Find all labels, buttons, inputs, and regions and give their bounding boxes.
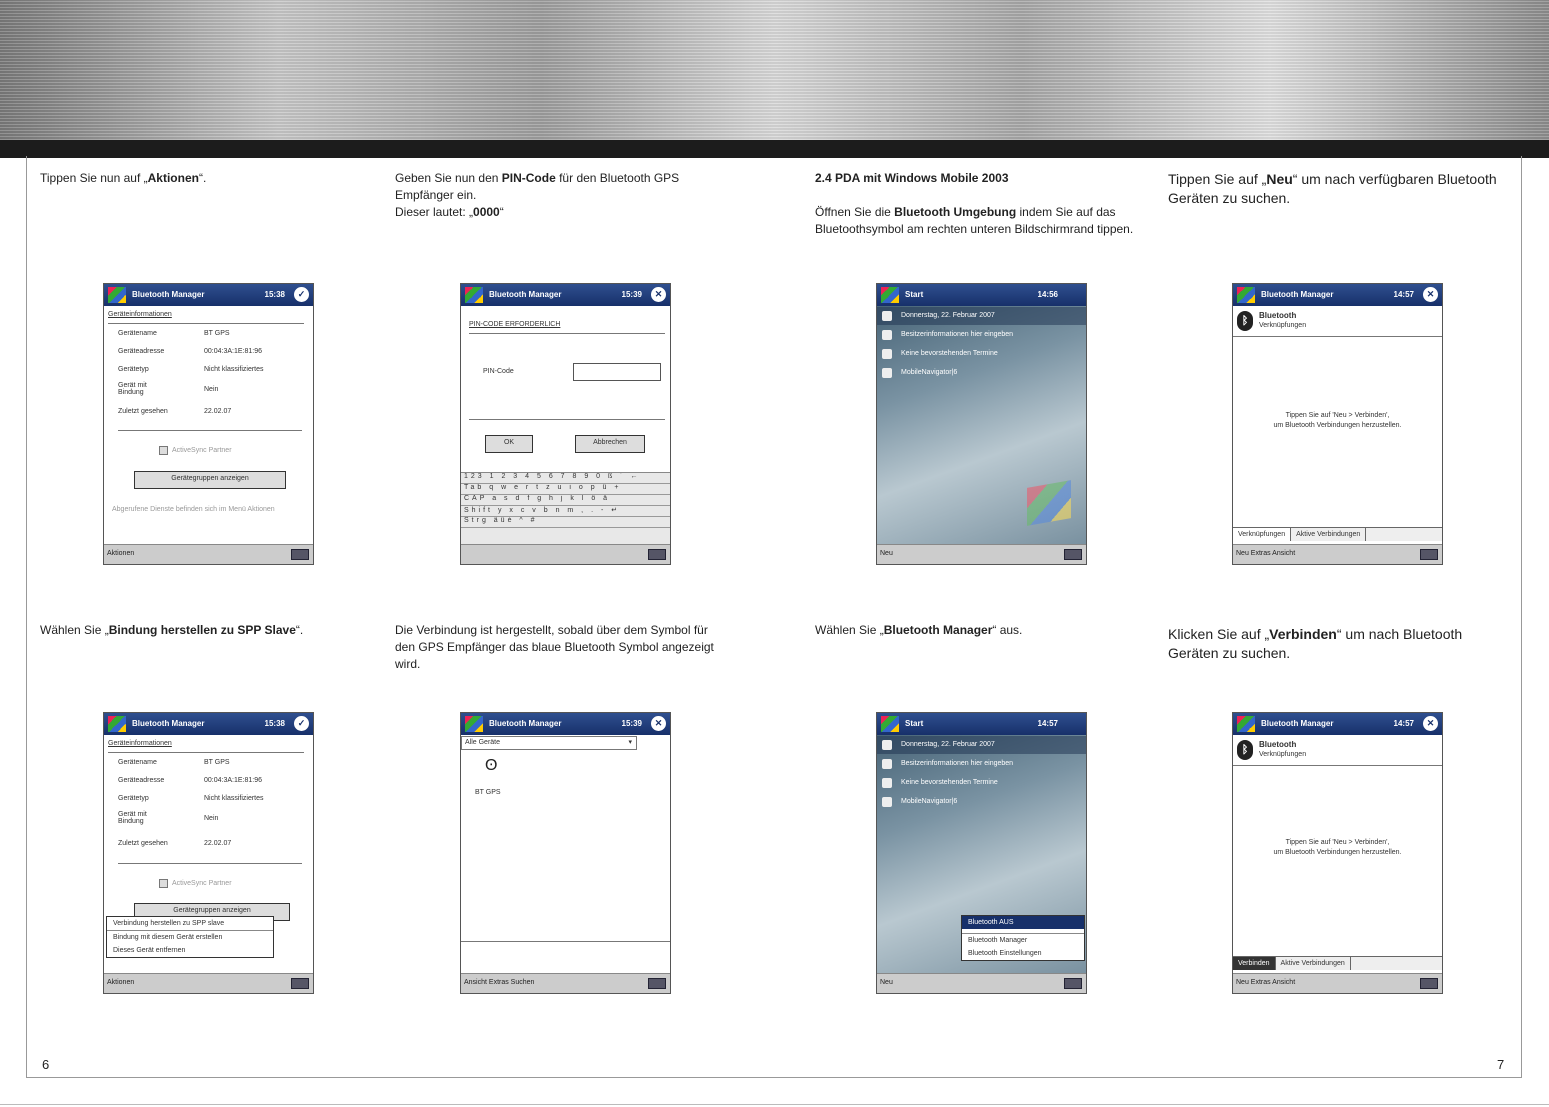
bluetooth-tray-icon[interactable] bbox=[1064, 978, 1082, 989]
keyboard-icon[interactable] bbox=[1420, 978, 1438, 989]
start-flag-icon[interactable] bbox=[108, 716, 126, 732]
instruction-4: Tippen Sie auf „Neu“ um nach verfügbaren Bluetooth Geräten zu suchen. bbox=[1168, 171, 1497, 206]
section-label: Geräteinformationen bbox=[108, 311, 172, 318]
owner-icon bbox=[882, 759, 892, 769]
menu-bar bbox=[1233, 973, 1442, 993]
keyboard-icon[interactable] bbox=[648, 978, 666, 989]
menu-items[interactable]: Ansicht Extras Suchen bbox=[464, 979, 535, 986]
page-number-right: 7 bbox=[1497, 1057, 1505, 1072]
device-bluetooth-icon[interactable]: ʘ bbox=[485, 757, 498, 774]
close-icon[interactable]: ✕ bbox=[651, 287, 666, 302]
bluetooth-icon: ᛒ bbox=[1237, 740, 1253, 760]
tab-connect[interactable]: Verbinden bbox=[1233, 957, 1276, 970]
menu-bar bbox=[461, 973, 670, 993]
section-heading: 2.4 PDA mit Windows Mobile 2003 bbox=[815, 171, 1009, 185]
start-flag-icon[interactable] bbox=[1237, 287, 1255, 303]
title-bar: Start 14:57 bbox=[877, 713, 1086, 735]
start-flag-icon[interactable] bbox=[465, 716, 483, 732]
title-bar: Bluetooth Manager 14:57 ✕ bbox=[1233, 713, 1442, 735]
title-bar: Bluetooth Manager 14:57 ✕ bbox=[1233, 284, 1442, 306]
clock-icon bbox=[882, 740, 892, 750]
instruction-5: Wählen Sie „Bindung herstellen zu SPP Slave“. bbox=[40, 623, 304, 637]
groups-button[interactable]: Gerätegruppen anzeigen bbox=[134, 471, 286, 489]
keyboard-icon[interactable] bbox=[1420, 549, 1438, 560]
windows-logo bbox=[1027, 480, 1071, 526]
menu-bar bbox=[104, 544, 313, 564]
owner-icon bbox=[882, 330, 892, 340]
filter-dropdown[interactable]: Alle Geräte ▾ bbox=[461, 736, 637, 750]
menu-bluetooth-manager[interactable]: Bluetooth Manager bbox=[962, 933, 1084, 947]
keyboard-icon[interactable] bbox=[648, 549, 666, 560]
start-flag-icon[interactable] bbox=[881, 287, 899, 303]
title-bar: Bluetooth Manager 15:38 ✓ bbox=[104, 284, 313, 306]
title-bar: Bluetooth Manager 15:39 ✕ bbox=[461, 713, 670, 735]
tab-links[interactable]: Verknüpfungen bbox=[1233, 528, 1291, 541]
calendar-icon bbox=[882, 349, 892, 359]
screenshot-today: Start 14:56 Donnerstag, 22. Februar 2007 Besitzerinformationen hier eingeben Keine bevorstehenden Termine MobileNavigator|6 Neu bbox=[876, 283, 1087, 565]
groups-button[interactable]: Gerätegruppen anzeigen bbox=[134, 903, 290, 921]
screenshot-device-info: Bluetooth Manager 15:38 ✓ Geräteinformationen Gerätename BT GPS Geräteadresse 00:04:3A:1E:81:96 Gerätetyp Nicht klassifiziertes Gerät mit Bindung Nein Zuletzt gesehen 22.02.07 ActiveSync Partner Gerätegruppen anzeigen Abgerufene Dienste befinden sich im Menü Aktionen Aktionen bbox=[103, 283, 314, 565]
screenshot-pin: Bluetooth Manager 15:39 ✕ PIN-CODE ERFORDERLICH PIN-Code OK Abbrechen 123 1 2 3 4 5 6 7 8 9 0 ß ´ ← Tab q w e r t z u i o p ü + CAP a s d f g h j k l ö ä Shift y x c v b n m , . - ↵ Strg äüé ^ # bbox=[460, 283, 671, 565]
bluetooth-popup bbox=[961, 915, 1085, 961]
tab-strip bbox=[1233, 956, 1442, 970]
pin-input[interactable] bbox=[573, 363, 661, 381]
menu-bluetooth-settings[interactable]: Bluetooth Einstellungen bbox=[968, 950, 1042, 957]
bluetooth-tray-icon[interactable] bbox=[1064, 549, 1082, 560]
screenshot-context-menu: Bluetooth Manager 15:38 ✓ Geräteinformationen Gerätename BT GPS Geräteadresse 00:04:3A:1E:81:96 Gerätetyp Nicht klassifiziertes Gerät mit Bindung Nein Zuletzt gesehen 22.02.07 ActiveSync Partner Gerätegruppen anzeigen Verbindung herstellen zu SPP slave Bindung mit diesem Gerät erstellen Dieses Gerät entfernen Aktionen bbox=[103, 712, 314, 994]
menu-bar bbox=[461, 544, 670, 564]
instruction-3: 2.4 PDA mit Windows Mobile 2003 Öffnen Sie die Bluetooth Umgebung indem Sie auf das Bluetoothsymbol am rechten unteren Bildschirmrand tippen. bbox=[815, 171, 1134, 236]
menu-item-bond[interactable]: Bindung mit diesem Gerät erstellen bbox=[107, 930, 273, 944]
menu-item-connect-spp[interactable]: Verbindung herstellen zu SPP slave bbox=[113, 920, 225, 927]
close-icon[interactable]: ✕ bbox=[651, 716, 666, 731]
cancel-button[interactable]: Abbrechen bbox=[575, 435, 645, 453]
instruction-7: Wählen Sie „Bluetooth Manager“ aus. bbox=[815, 623, 1023, 637]
menu-item-remove[interactable]: Dieses Gerät entfernen bbox=[113, 947, 186, 954]
tab-active[interactable]: Aktive Verbindungen bbox=[1276, 957, 1351, 970]
header-banner bbox=[0, 0, 1549, 140]
start-flag-icon[interactable] bbox=[1237, 716, 1255, 732]
screenshot-today-popup: Start 14:57 Donnerstag, 22. Februar 2007 Besitzerinformationen hier eingeben Keine bevorstehenden Termine MobileNavigator|6 Bluetooth AUS Bluetooth Manager Bluetooth Einstellungen Neu bbox=[876, 712, 1087, 994]
instruction-1: Tippen Sie nun auf „Aktionen“. bbox=[40, 171, 207, 185]
instruction-2: Geben Sie nun den PIN-Code für den Bluetooth GPS Empfänger ein. Dieser lautet: „0000“ bbox=[395, 171, 680, 219]
ok-button[interactable]: OK bbox=[485, 435, 533, 453]
actions-menu[interactable]: Aktionen bbox=[107, 550, 135, 557]
menu-bar: Neu bbox=[877, 973, 1086, 993]
menu-items[interactable]: Neu Extras Ansicht bbox=[1236, 550, 1296, 557]
title-bar: Bluetooth Manager 15:38 ✓ bbox=[104, 713, 313, 735]
start-flag-icon[interactable] bbox=[108, 287, 126, 303]
menu-items[interactable]: Neu Extras Ansicht bbox=[1236, 979, 1296, 986]
close-icon[interactable]: ✕ bbox=[1423, 287, 1438, 302]
instruction-6: Die Verbindung ist hergestellt, sobald über dem Symbol für den GPS Empfänger das blaue Bluetooth Symbol angezeigt wird. bbox=[395, 623, 714, 671]
navigator-icon bbox=[882, 797, 892, 807]
menu-bar bbox=[104, 973, 313, 993]
device-label[interactable]: BT GPS bbox=[475, 789, 501, 796]
tab-active[interactable]: Aktive Verbindungen bbox=[1291, 528, 1366, 541]
page-number-left: 6 bbox=[42, 1057, 50, 1072]
bluetooth-icon: ᛒ bbox=[1237, 311, 1253, 331]
context-menu bbox=[106, 916, 274, 958]
screenshot-bluetooth: Bluetooth Manager 14:57 ✕ ᛒ Bluetooth Verknüpfungen Tippen Sie auf 'Neu > Verbinden', um Bluetooth Verbindungen herzustellen. Verknüpfungen Aktive Verbindungen Neu Extras Ansicht bbox=[1232, 283, 1443, 565]
keyboard-icon[interactable] bbox=[291, 549, 309, 560]
actions-menu[interactable]: Aktionen bbox=[107, 979, 135, 986]
screenshot-device-list bbox=[460, 712, 671, 994]
screenshot-bluetooth-connect: Bluetooth Manager 14:57 ✕ ᛒ Bluetooth Verknüpfungen Tippen Sie auf 'Neu > Verbinden', um Bluetooth Verbindungen herzustellen. Verbinden Aktive Verbindungen Neu Extras Ansicht bbox=[1232, 712, 1443, 994]
tab-strip bbox=[1233, 527, 1442, 541]
clock-icon bbox=[882, 311, 892, 321]
calendar-icon bbox=[882, 778, 892, 788]
start-flag-icon[interactable] bbox=[881, 716, 899, 732]
activesync-checkbox[interactable] bbox=[159, 879, 168, 888]
close-icon[interactable]: ✕ bbox=[1423, 716, 1438, 731]
ok-icon[interactable]: ✓ bbox=[294, 716, 309, 731]
instruction-8: Klicken Sie auf „Verbinden“ um nach Bluetooth Geräten zu suchen. bbox=[1168, 626, 1463, 661]
soft-keyboard[interactable]: 123 1 2 3 4 5 6 7 8 9 0 ß ´ ← Tab q w e r t z u i o p ü + CAP a s d f g h j k l ö ä Shift y x c v b n m , . - ↵ Strg äüé ^ # bbox=[461, 472, 670, 546]
menu-bar: Neu bbox=[877, 544, 1086, 564]
activesync-checkbox[interactable] bbox=[159, 446, 168, 455]
ok-icon[interactable]: ✓ bbox=[294, 287, 309, 302]
title-bar: Bluetooth Manager 15:39 ✕ bbox=[461, 284, 670, 306]
menu-bar bbox=[1233, 544, 1442, 564]
bottom-rule bbox=[0, 1104, 1549, 1105]
keyboard-icon[interactable] bbox=[291, 978, 309, 989]
start-flag-icon[interactable] bbox=[465, 287, 483, 303]
navigator-icon bbox=[882, 368, 892, 378]
title-bar: Start 14:56 bbox=[877, 284, 1086, 306]
menu-bluetooth-off[interactable]: Bluetooth AUS bbox=[962, 916, 1084, 929]
